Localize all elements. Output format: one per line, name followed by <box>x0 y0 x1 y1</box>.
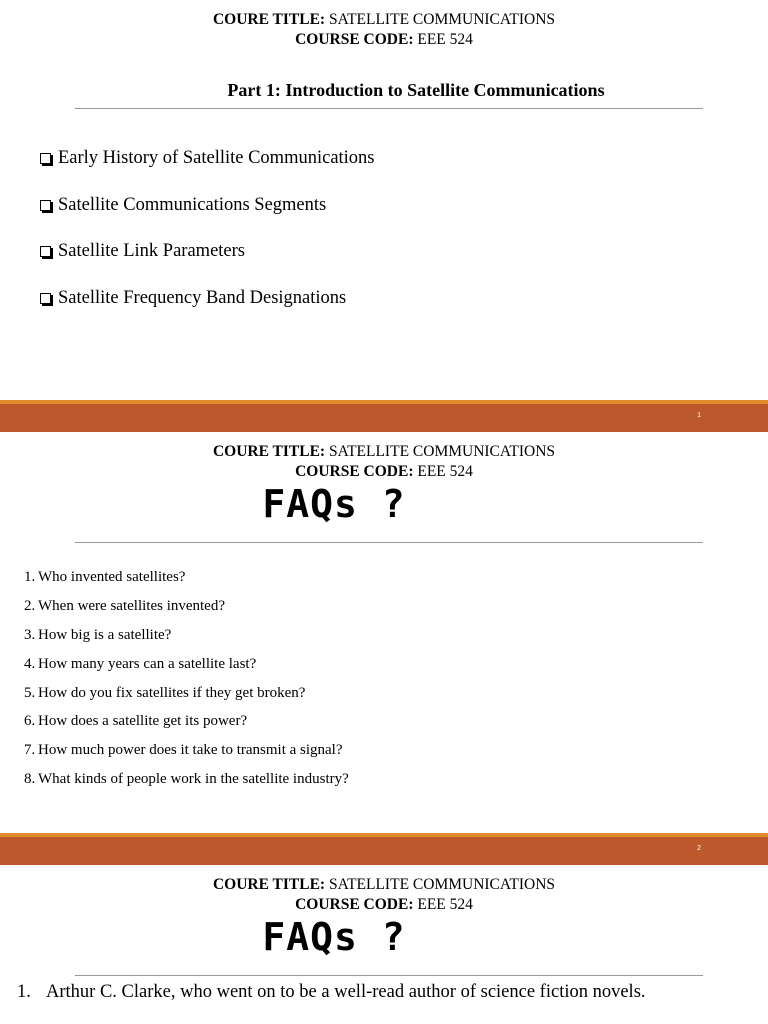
divider <box>75 108 703 109</box>
list-item <box>24 656 349 685</box>
answer-text: Arthur C. Clarke, who went on to be a well-read author of science fiction novels. <box>46 982 646 1002</box>
question-text: How many years can a satellite last? <box>38 655 257 672</box>
course-code-value: EEE 524 <box>413 463 473 480</box>
question-list <box>24 569 349 800</box>
question-text: When were satellites invented? <box>38 597 226 614</box>
page-number: 2 <box>697 845 701 852</box>
item-number: 3. <box>24 626 36 643</box>
question-text: How much power does it take to transmit a signal? <box>38 742 343 759</box>
list-item <box>40 195 375 242</box>
list-item-text: Satellite Link Parameters <box>58 241 245 261</box>
list-item-text: Satellite Communications Segments <box>58 194 327 215</box>
slide-1 <box>0 0 768 400</box>
divider <box>75 542 703 543</box>
list-item <box>24 569 349 598</box>
item-number: 8. <box>24 771 36 788</box>
list-item-text: Satellite Frequency Band Designations <box>58 287 347 308</box>
slide-title: Part 1: Introduction to Satellite Communications <box>227 80 605 100</box>
list-item <box>40 241 375 288</box>
slide-2 <box>0 432 768 832</box>
list-item <box>40 288 375 335</box>
question-text: How does a satellite get its power? <box>38 713 248 730</box>
list-item-text: Early History of Satellite Communications <box>58 148 375 168</box>
list-item <box>24 742 349 771</box>
question-text: How do you fix satellites if they get broken? <box>38 684 306 701</box>
slide-title: FAQs ? <box>262 482 406 526</box>
slide-footer-band <box>0 833 768 865</box>
list-item <box>24 713 349 742</box>
course-title-value: SATELLITE COMMUNICATIONS <box>325 876 556 893</box>
slide-3 <box>0 865 768 1024</box>
list-item <box>24 685 349 714</box>
list-item <box>40 148 375 195</box>
question-text: What kinds of people work in the satellite industry? <box>38 771 349 788</box>
course-code-label: COURSE CODE: <box>295 463 414 480</box>
question-text: Who invented satellites? <box>38 569 186 585</box>
checkbox-bullet-icon <box>40 200 51 211</box>
list-item <box>24 598 349 627</box>
list-item <box>17 982 646 1003</box>
course-title-label: COURE TITLE: <box>212 11 326 28</box>
slide-title: FAQs ? <box>262 915 406 959</box>
answer-list <box>17 982 646 1003</box>
course-title-value: SATELLITE COMMUNICATIONS <box>325 443 556 460</box>
course-code-value: EEE 524 <box>413 896 473 913</box>
item-number: 1. <box>24 569 36 585</box>
question-text: How big is a satellite? <box>38 626 172 643</box>
course-code-label: COURSE CODE: <box>295 31 414 48</box>
divider <box>75 975 703 976</box>
item-number: 1. <box>17 982 31 1002</box>
checkbox-bullet-icon <box>40 293 51 304</box>
checkbox-bullet-icon <box>40 153 51 164</box>
page-number: 1 <box>697 412 701 419</box>
item-number: 6. <box>24 713 36 730</box>
item-number: 7. <box>24 742 36 759</box>
course-code-value: EEE 524 <box>413 31 473 48</box>
course-title-label: COURE TITLE: <box>212 443 326 460</box>
topic-list <box>40 148 375 334</box>
item-number: 5. <box>24 684 36 701</box>
item-number: 2. <box>24 597 36 614</box>
list-item <box>24 627 349 656</box>
checkbox-bullet-icon <box>40 246 51 257</box>
course-code-label: COURSE CODE: <box>295 896 414 913</box>
course-title-value: SATELLITE COMMUNICATIONS <box>325 11 556 28</box>
course-title-label: COURE TITLE: <box>212 876 326 893</box>
slide-footer-band <box>0 400 768 432</box>
list-item <box>24 771 349 800</box>
item-number: 4. <box>24 655 36 672</box>
